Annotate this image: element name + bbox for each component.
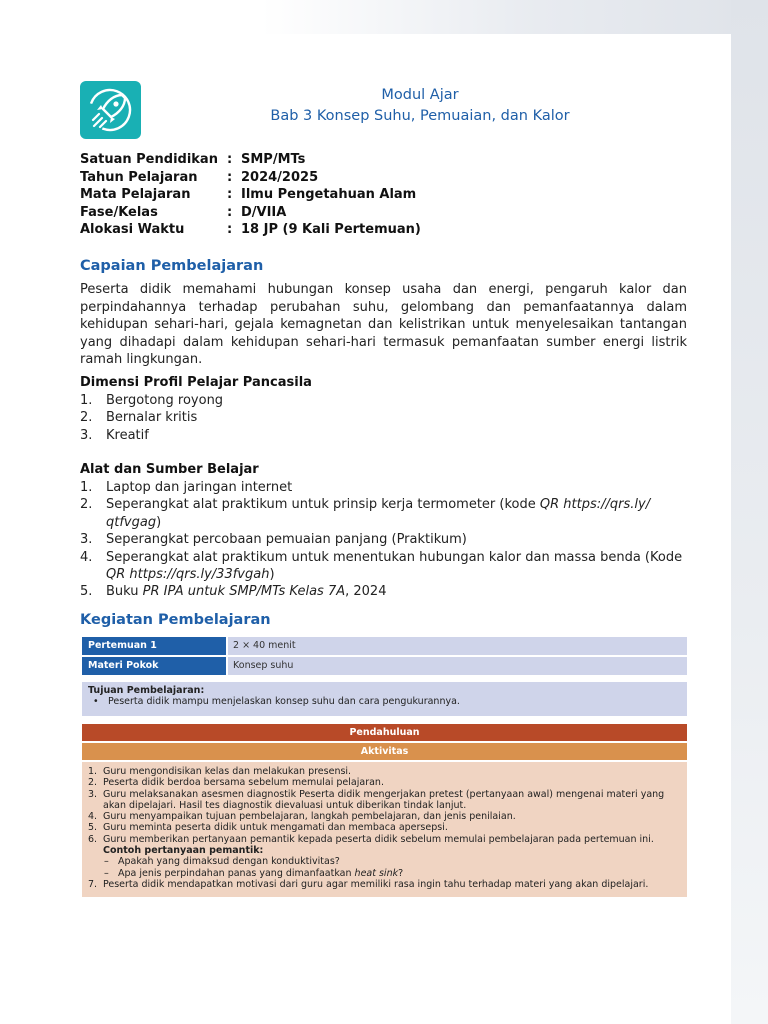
- list-text: Laptop dan jaringan internet: [106, 480, 293, 495]
- profil-heading: Dimensi Profil Pelajar Pancasila: [80, 375, 312, 390]
- list-number: 2.: [80, 410, 93, 426]
- capaian-heading: Capaian Pembelajaran: [80, 258, 264, 274]
- meta-key: Fase/Kelas: [80, 204, 158, 220]
- list-item: [80, 392, 688, 409]
- tujuan-item: [88, 696, 681, 707]
- list-number: 6.: [88, 833, 98, 845]
- kegiatan-heading: Kegiatan Pembelajaran: [80, 612, 271, 628]
- list-text: Buku: [106, 584, 143, 600]
- pemantik-text: Apa jenis perpindahan panas yang dimanfaatkan: [118, 867, 355, 879]
- qr-code-link[interactable]: QR https://qrs.ly/ qtfvgag: [106, 497, 651, 530]
- list-text: Guru memberikan pertanyaan pemantik kepada peserta didik sebelum memulai pembelajaran pada pertemuan ini.: [103, 833, 654, 845]
- list-number: 3.: [80, 532, 93, 548]
- list-item: [80, 496, 688, 531]
- list-item: [88, 811, 681, 822]
- pemantik-title: Contoh pertanyaan pemantik:: [103, 845, 264, 857]
- list-number: 2.: [80, 497, 93, 513]
- row-value: 2 × 40 menit: [228, 637, 687, 655]
- list-text: Kreatif: [106, 427, 149, 443]
- list-number: 1.: [80, 393, 93, 408]
- list-item: [80, 531, 688, 548]
- pemantik-term: heat sink: [354, 867, 399, 879]
- meta-key: Alokasi Waktu: [80, 222, 185, 237]
- profil-list: [80, 392, 688, 444]
- bullet: •: [93, 696, 99, 707]
- list-text: Guru menyampaikan tujuan pembelajaran, langkah pembelajaran, dan jenis penilaian.: [103, 811, 516, 823]
- pendahuluan-header: Pendahuluan: [82, 724, 687, 741]
- meta-value: SMP/MTs: [241, 152, 306, 167]
- list-text: Seperangkat alat praktikum untuk prinsip kerja termometer (kode: [106, 497, 540, 513]
- document-title: Modul Ajar: [381, 87, 459, 103]
- book-title: PR IPA untuk SMP/MTs Kelas 7A: [142, 584, 346, 600]
- meta-key: Mata Pelajaran: [80, 187, 191, 202]
- list-number: 5.: [80, 584, 93, 600]
- list-text: Peserta didik berdoa bersama sebelum memulai pelajaran.: [103, 777, 384, 789]
- list-item: [88, 834, 681, 845]
- list-item: [88, 879, 681, 890]
- list-item: [88, 777, 681, 788]
- list-item: [80, 409, 688, 426]
- list-text: Guru melaksanakan asesmen diagnostik Peserta didik mengerjakan pretest (pertanyaan awal) mengenai materi yang akan dipelajari. Hasil tes diagnostik dievaluasi untuk diberikan tindak lanjut.: [103, 788, 665, 811]
- meta-key: Tahun Pelajaran: [80, 169, 198, 185]
- list-item: [88, 766, 681, 777]
- list-item: [88, 822, 681, 833]
- list-text: Guru mengondisikan kelas dan melakukan presensi.: [103, 766, 352, 777]
- list-number: 4.: [80, 549, 93, 565]
- table-row: [82, 637, 687, 655]
- page-header-decoration: [0, 0, 768, 34]
- row-label: Materi Pokok: [82, 657, 226, 675]
- row-label: Pertemuan 1: [82, 637, 226, 655]
- list-item: [80, 549, 688, 584]
- list-text: Seperangkat alat praktikum untuk menentukan hubungan kalor dan massa benda (Kode: [106, 549, 683, 565]
- pemantik-text: ?: [398, 867, 404, 879]
- list-number: 7.: [88, 878, 98, 890]
- list-number: 4.: [88, 811, 98, 823]
- list-number: 3.: [88, 788, 98, 800]
- meta-colon: :: [227, 222, 233, 237]
- list-item: [80, 479, 688, 496]
- list-text: Peserta didik mendapatkan motivasi dari guru agar memiliki rasa ingin tahu terhadap materi yang akan dipelajari.: [103, 878, 649, 890]
- qr-code-link[interactable]: QR https://qrs.ly/33fvgah: [106, 567, 270, 583]
- list-item: [80, 583, 688, 600]
- document-subtitle: Bab 3 Konsep Suhu, Pemuaian, dan Kalor: [270, 108, 570, 124]
- meta-value: D/VIIA: [241, 204, 287, 220]
- row-value: Konsep suhu: [228, 657, 687, 675]
- tujuan-box: [82, 682, 687, 716]
- meta-key: Satuan Pendidikan: [80, 152, 218, 167]
- list-text: Guru meminta peserta didik untuk mengamati dan membaca apersepsi.: [103, 822, 448, 834]
- list-text: ): [269, 567, 275, 583]
- table-row: [82, 657, 687, 675]
- list-text: ): [156, 514, 162, 530]
- meta-colon: :: [227, 187, 233, 202]
- dash: –: [104, 856, 109, 868]
- list-item: [80, 427, 688, 444]
- dash: –: [104, 867, 109, 879]
- meta-value: Ilmu Pengetahuan Alam: [241, 187, 417, 202]
- meta-colon: :: [227, 204, 233, 220]
- list-text: Seperangkat percobaan pemuaian panjang (Praktikum): [106, 532, 467, 548]
- list-number: 5.: [88, 822, 98, 834]
- list-text: , 2024: [345, 584, 387, 600]
- rocket-icon: [80, 81, 141, 139]
- list-number: 1.: [80, 480, 93, 495]
- aktivitas-header: Aktivitas: [82, 743, 687, 760]
- list-text: Bergotong royong: [106, 393, 224, 408]
- tujuan-title: Tujuan Pembelajaran:: [88, 685, 205, 696]
- page-side-decoration: [731, 0, 768, 1024]
- list-item: [88, 789, 681, 812]
- meta-colon: :: [227, 152, 233, 167]
- activity-list: [82, 762, 687, 897]
- pemantik-item: [88, 868, 681, 879]
- tujuan-text: Peserta didik mampu menjelaskan konsep suhu dan cara pengukurannya.: [108, 696, 460, 707]
- list-text: Bernalar kritis: [106, 410, 198, 426]
- list-number: 3.: [80, 427, 93, 443]
- meta-value: 2024/2025: [241, 169, 319, 185]
- meta-value: 18 JP (9 Kali Pertemuan): [241, 222, 421, 237]
- list-number: 1.: [88, 766, 98, 777]
- pemantik-text: Apakah yang dimaksud dengan konduktivitas?: [118, 856, 340, 868]
- meta-colon: :: [227, 169, 233, 185]
- alat-list: [80, 479, 688, 601]
- list-number: 2.: [88, 777, 98, 789]
- capaian-text: Peserta didik memahami hubungan konsep usaha dan energi, pengaruh kalor dan perpindahannya terhadap perubahan suhu, gelombang dan pemanfaatannya dalam kehidupan sehari-hari, gejala kemagnetan dan kelistrikan untuk menyelesaikan tantangan yang dihadapi dalam kehidupan sehari-hari termasuk pemanfaatan sumber energi listrik ramah lingkungan.: [80, 282, 687, 368]
- alat-heading: Alat dan Sumber Belajar: [80, 462, 259, 477]
- pemantik-item: [88, 856, 681, 867]
